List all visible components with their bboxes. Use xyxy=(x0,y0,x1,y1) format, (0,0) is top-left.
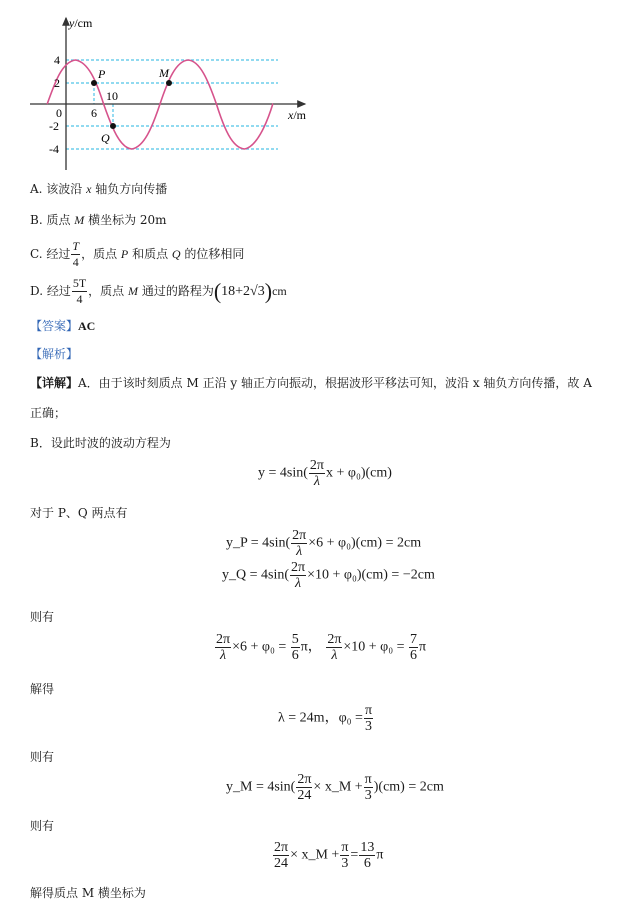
detail-line-5: 则有 xyxy=(30,610,55,624)
analysis-label: 【解析】 xyxy=(30,347,79,361)
label-q: Q xyxy=(101,131,110,145)
option-a: A. 该波沿 x 轴负方向传播 xyxy=(30,182,168,196)
point-m xyxy=(166,80,172,86)
point-p xyxy=(91,80,97,86)
detail-line-6: 解得 xyxy=(30,682,55,696)
label-m: M xyxy=(159,66,169,80)
option-b: B. 质点 M 横坐标为 20m xyxy=(30,213,167,227)
label-p: P xyxy=(98,67,106,81)
tick-y-m4: -4 xyxy=(49,142,59,156)
detail-line-7: 则有 xyxy=(30,750,55,764)
detail-line-4: 对于 P、Q 两点有 xyxy=(30,506,128,520)
equation-yp: y_P = 4sin( $\frac{2\pi}{\lambda}$ ×6 + φ₀)(cm) = 2cm xyxy=(226,528,422,559)
option-c: C. 经过 $\frac{T}{4}$ ，质点 P 和质点 Q 的位移相同 xyxy=(30,239,245,269)
x-axis-label: x/m xyxy=(288,108,306,122)
point-q xyxy=(110,123,116,129)
tick-y-m2: -2 xyxy=(49,119,59,133)
answer-line xyxy=(30,318,95,334)
detail-line-2: 正确； xyxy=(30,406,67,420)
option-d: D. 经过 $\frac{5T}{4}$ ，质点 M 通过的路程为(18+2√3)cm xyxy=(30,276,287,306)
equation-lambda: λ = 24m，φ₀ = $\frac{\pi}{3}$ xyxy=(278,703,373,734)
answer-label: 【答案】 xyxy=(30,319,79,333)
equation-wave: y = 4sin( $\frac{2\pi}{\lambda}$ x + φ₀)(cm) xyxy=(258,458,392,489)
tick-y-4: 4 xyxy=(54,53,60,67)
wave-graph xyxy=(0,0,330,175)
equation-ym: y_M = 4sin( $\frac{2\pi}{24}$ × x_M + $\frac{\pi}{3}$ )(cm) = 2cm xyxy=(226,772,444,803)
detail-line-3: B．设此时波的波动方程为 xyxy=(30,436,171,450)
detail-line-8: 则有 xyxy=(30,819,55,833)
tick-x-10: 10 xyxy=(106,89,118,103)
detail-line-9: 解得质点 M 横坐标为 xyxy=(30,886,146,900)
origin-label: 0 xyxy=(56,106,62,120)
answer-value: AC xyxy=(78,319,96,333)
tick-y-2: 2 xyxy=(54,76,60,90)
tick-x-6: 6 xyxy=(91,106,97,120)
equation-yq: y_Q = 4sin( $\frac{2\pi}{\lambda}$ ×10 + φ₀)(cm) = −2cm xyxy=(222,560,435,591)
equation-phases: $\frac{2\pi}{\lambda}$ ×6 + φ₀ = $\frac{5}{6}$ π， $\frac{2\pi}{\lambda}$ ×10 + φ₀ = $\frac{7}{6}$ π xyxy=(216,632,427,663)
equation-xm: $\frac{2\pi}{24}$ × x_M + $\frac{\pi}{3}$ = $\frac{13}{6}$ π xyxy=(274,840,384,871)
detail-line-1: 【详解】A．由于该时刻质点 M 正沿 y 轴正方向振动，根据波形平移法可知，波沿 x 轴负方向传播，故 A xyxy=(30,376,592,390)
y-axis-label: y/cm xyxy=(69,16,93,30)
